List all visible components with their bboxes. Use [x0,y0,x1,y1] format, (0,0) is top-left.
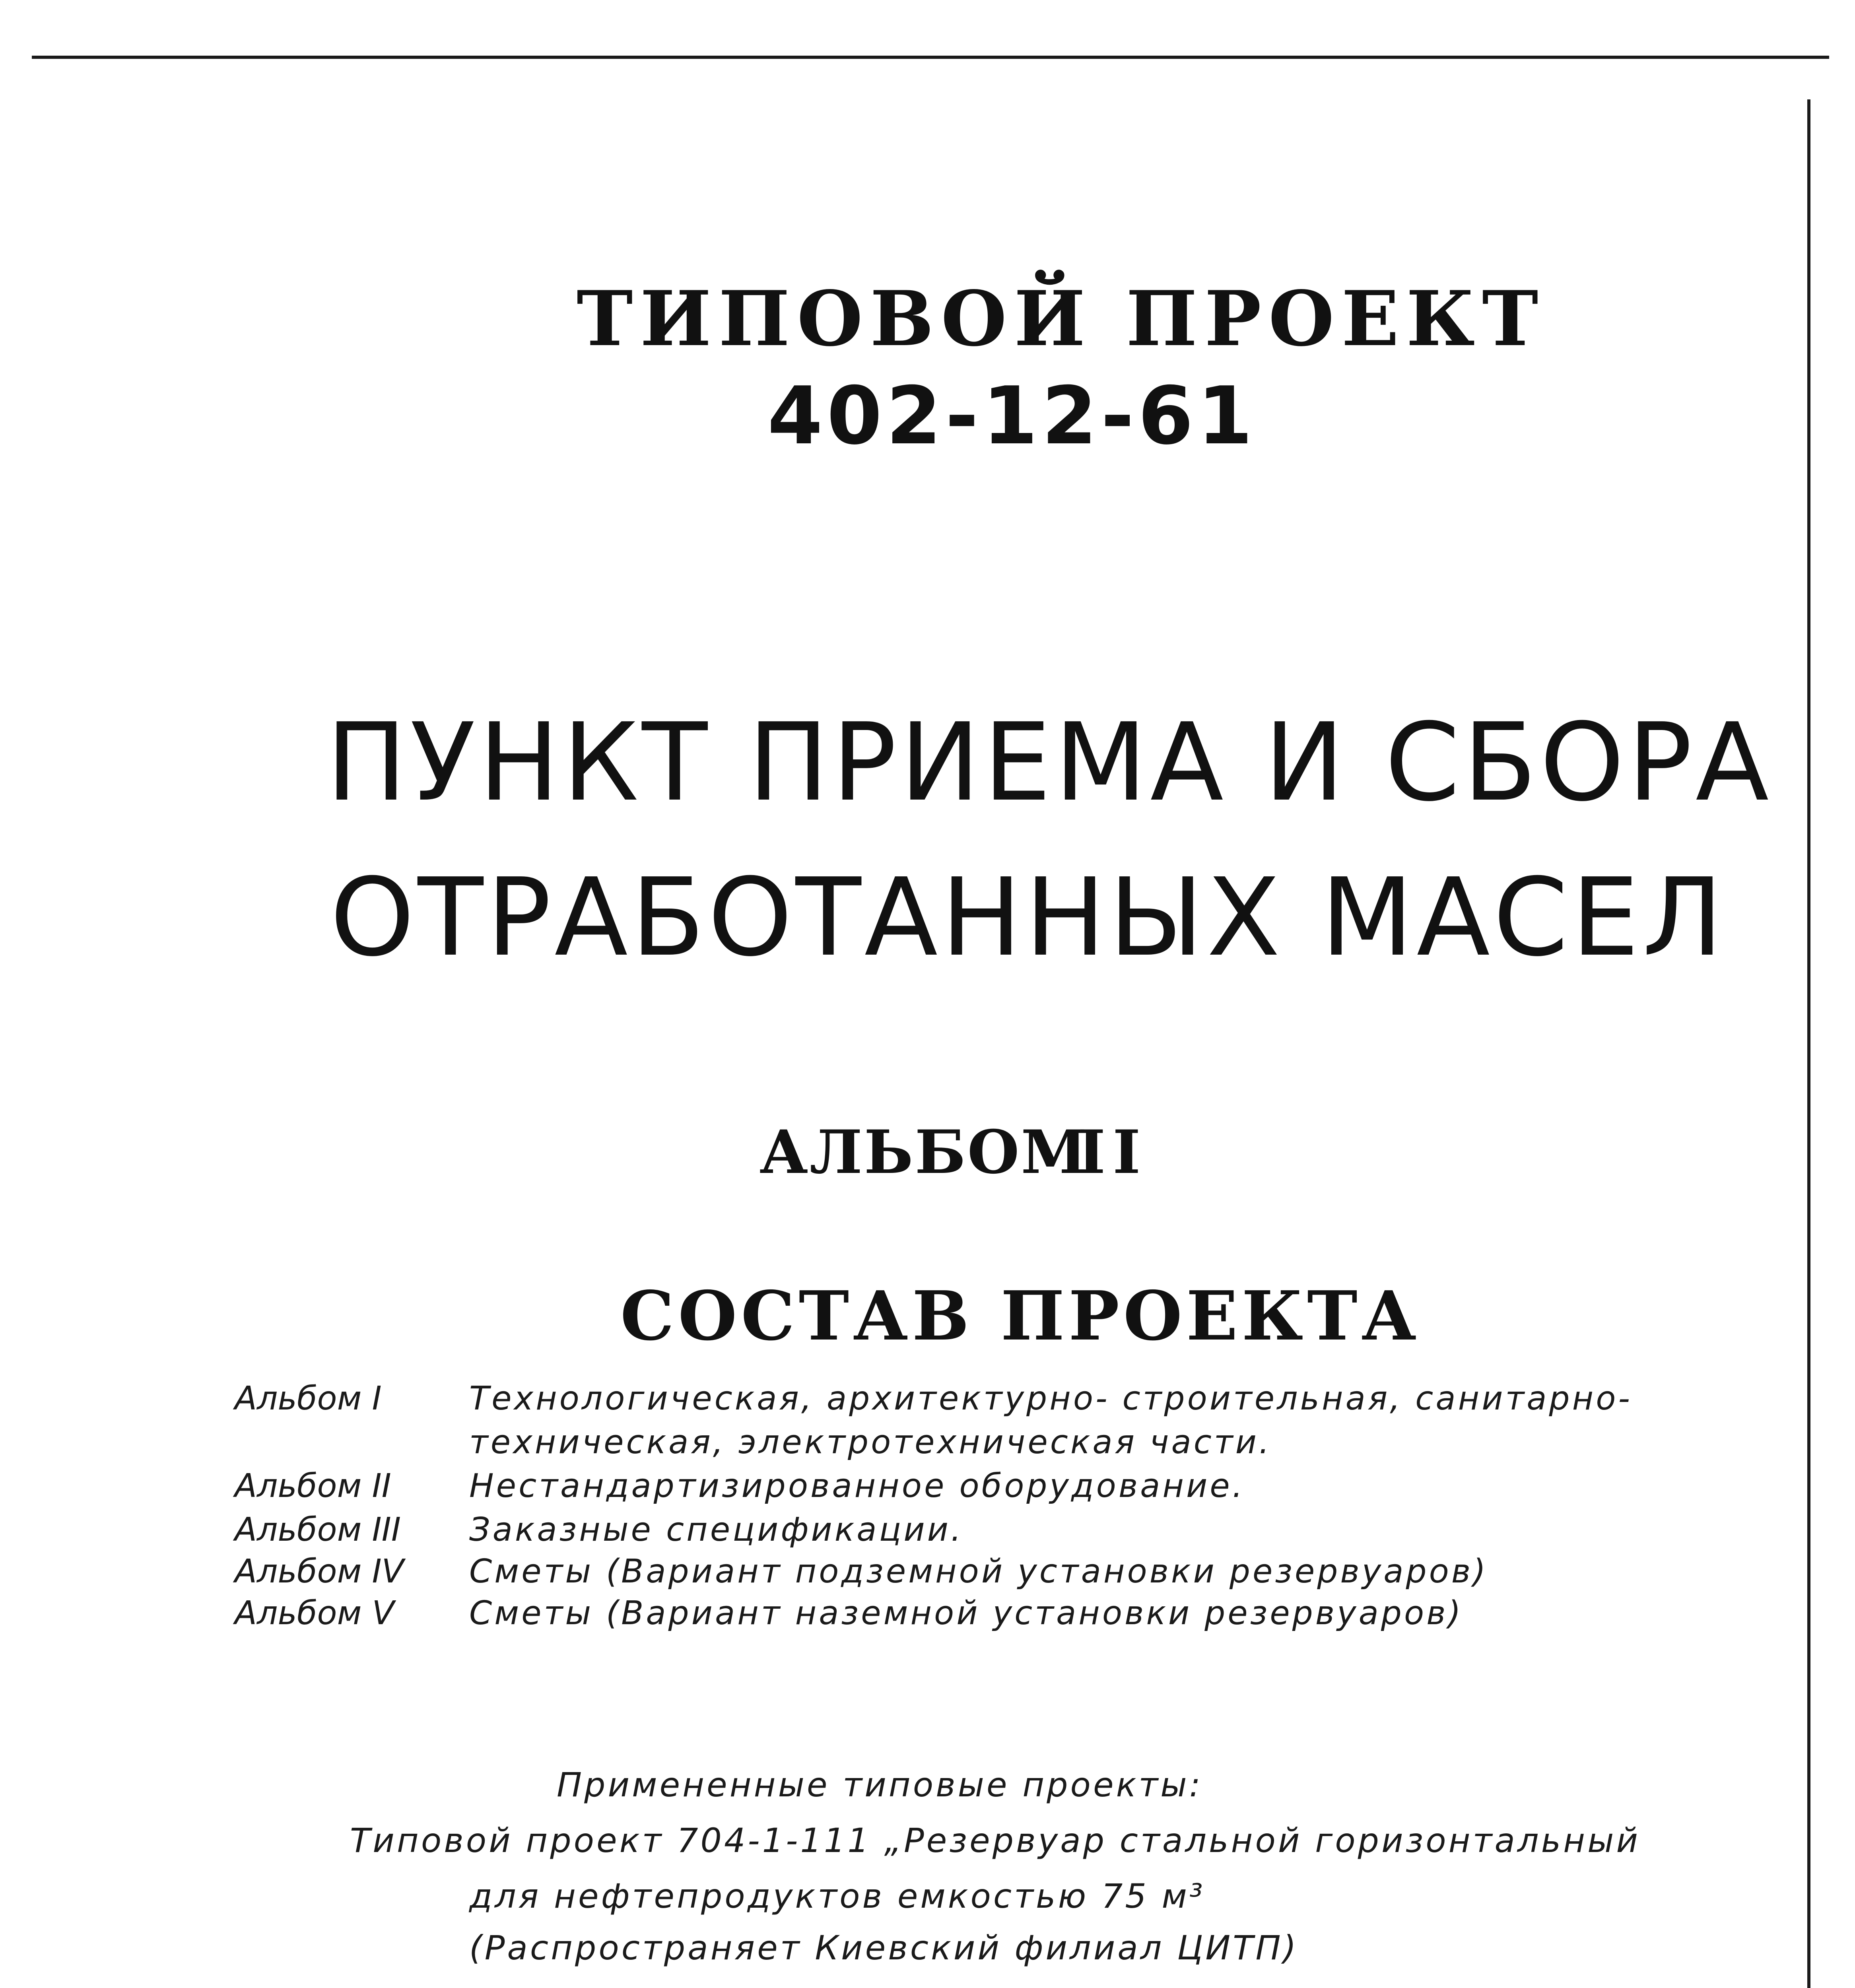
album-description-continuation: техническая, электротехническая части. [469,1423,1272,1461]
album-name: Альбом V [235,1594,394,1632]
composition-heading: СОСТАВ ПРОЕКТА [620,1276,1421,1356]
applied-projects-line: Типовой проект 704-1-111 „Резервуар стальной горизонтальный [350,1821,1640,1860]
album-name: Альбом II [235,1467,391,1505]
main-title-line1: ПУНКТ ПРИЕМА И СБОРА [326,700,1772,825]
album-description: Технологическая, архитектурно- строительная, санитарно- [469,1380,1632,1417]
project-number: 402-12-61 [767,370,1257,462]
album-description: Сметы (Вариант подземной установки резервуаров) [469,1553,1488,1590]
album-description: Сметы (Вариант наземной установки резервуаров) [469,1594,1463,1632]
album-name: Альбом I [235,1380,382,1417]
album-name: Альбом III [235,1511,401,1549]
top-border-line [32,56,1829,59]
album-numeral: II [1078,1117,1148,1187]
applied-projects-line: для нефтепродуктов емкостью 75 м³ [469,1877,1205,1916]
project-type-title: ТИПОВОЙ ПРОЕКТ [577,274,1546,363]
applied-projects-heading: Примененные типовые проекты: [557,1765,1203,1804]
right-border-line [1807,99,1810,1988]
album-description: Заказные спецификации. [469,1511,963,1549]
applied-projects-line: (Распространяет Киевский филиал ЦИТП) [469,1928,1299,1967]
album-name: Альбом IV [235,1553,404,1590]
album-description: Нестандартизированное оборудование. [469,1467,1245,1505]
main-title-line2: ОТРАБОТАННЫХ МАСЕЛ [330,855,1727,980]
album-label: АЛЬБОМ [759,1117,1089,1187]
